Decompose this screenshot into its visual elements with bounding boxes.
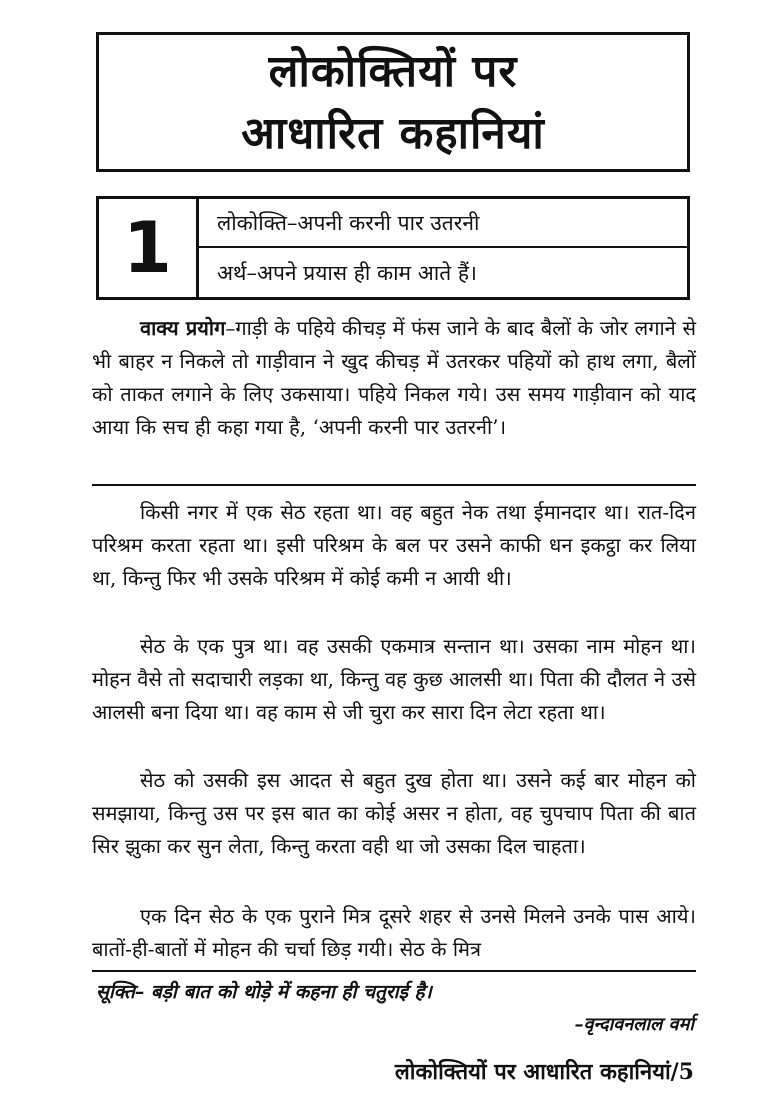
proverb-number: 1 xyxy=(99,199,199,297)
section-divider xyxy=(92,484,696,486)
chapter-title-line-2: आधारित कहानियां xyxy=(241,108,545,159)
usage-label: वाक्य प्रयोग xyxy=(140,316,226,340)
proverb-saying: लोकोक्ति–अपनी करनी पार उतरनी xyxy=(199,199,687,248)
quote-author: –वृन्दावनलाल वर्मा xyxy=(574,1014,694,1035)
usage-text: –गाड़ी के पहिये कीचड़ में फंस जाने के बाद बैलों के जोर लगाने से भी बाहर न निकले तो गाड़ीवान ने खुद कीचड़ में उतरकर पहियों को हाथ लगा, बैलों को ताकत लगाने के लिए उकसाया। पहिये निकल गये। उस समय गाड़ीवान को याद आया कि सच ही कहा गया है, ‘अपनी करनी पार उतरनी’। xyxy=(92,316,696,439)
story-paragraph-1: किसी नगर में एक सेठ रहता था। वह बहुत नेक तथा ईमानदार था। रात-दिन परिश्रम करता रहता था। इसी परिश्रम के बल पर उसने काफी धन इकट्ठा कर लिया था, किन्तु फिर भी उसके परिश्रम में कोई कमी न आयी थी। xyxy=(92,500,696,590)
story-paragraph-2: सेठ के एक पुत्र था। वह उसकी एकमात्र सन्तान था। उसका नाम मोहन था। मोहन वैसे तो सदाचारी लड़का था, किन्तु वह कुछ आलसी था। पिता की दौलत ने उसे आलसी बना दिया था। वह काम से जी चुरा कर सारा दिन लेटा रहता था। xyxy=(92,634,696,724)
page-footer: लोकोक्तियों पर आधारित कहानियां/5 xyxy=(394,1059,694,1085)
usage-paragraph xyxy=(92,312,696,444)
story-paragraph-4: एक दिन सेठ के एक पुराने मित्र दूसरे शहर से उनसे मिलने उनके पास आये। बातों-ही-बातों में मोहन की चर्चा छिड़ गयी। सेठ के मित्र xyxy=(92,904,696,961)
story-paragraph-3: सेठ को उसकी इस आदत से बहुत दुख होता था। उसने कई बार मोहन को समझाया, किन्तु उस पर इस बात का कोई असर न होता, वह चुपचाप पिता की बात सिर झुका कर सुन लेता, किन्तु करता वही था जो उसका दिल चाहता। xyxy=(92,768,696,858)
proverb-box xyxy=(96,196,690,300)
proverb-meaning: अर्थ–अपने प्रयास ही काम आते हैं। xyxy=(217,260,477,285)
chapter-title-line-1: लोकोक्तियों पर xyxy=(268,46,518,97)
quote-text: सूक्ति– बड़ी बात को थोड़े में कहना ही चतुराई है। xyxy=(96,981,432,1003)
quote-divider xyxy=(92,970,696,972)
chapter-title-box xyxy=(96,32,690,172)
